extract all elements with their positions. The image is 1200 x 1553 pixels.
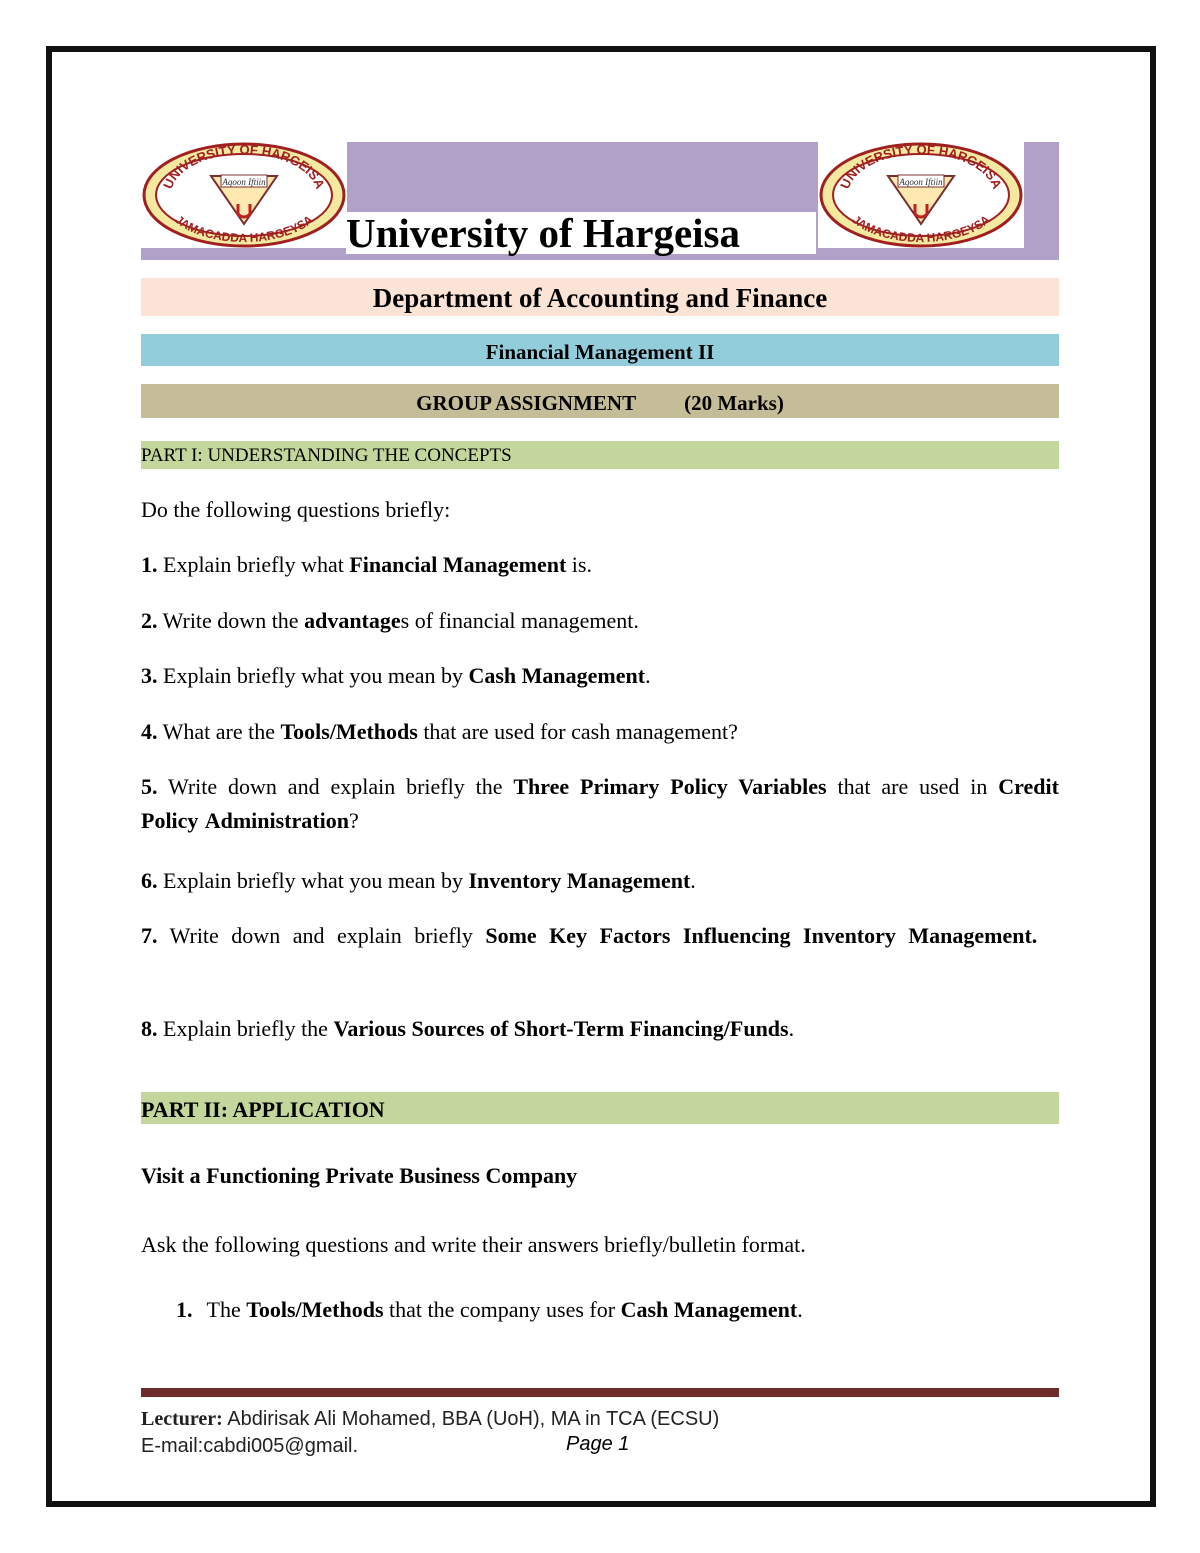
question-1: 1. Explain briefly what Financial Management is. (141, 552, 592, 577)
footer-email: E-mail:cabdi005@gmail. (141, 1435, 359, 1457)
part2-item-1: 1. The Tools/Methods that the company uses for Cash Management. (176, 1297, 803, 1322)
question-2: 2. Write down the advantages of financial management. (141, 608, 639, 633)
university-logo-left (141, 142, 347, 248)
question-8: 8. Explain briefly the Various Sources of Short-Term Financing/Funds. (141, 1016, 795, 1041)
svg-text:JAMACADDA HARGEYSA: JAMACADDA HARGEYSA (849, 212, 993, 246)
university-logo-right (818, 142, 1024, 248)
svg-text:UNIVERSITY OF HARGEISA: UNIVERSITY OF HARGEISA (160, 142, 328, 191)
page-number: Page 1 (566, 1433, 630, 1455)
course-title: Financial Management II (141, 334, 1059, 366)
question-3: 3. Explain briefly what you mean by Cash Management. (141, 663, 651, 688)
department-title: Department of Accounting and Finance (141, 278, 1059, 316)
question-6: 6. Explain briefly what you mean by Inventory Management. (141, 868, 696, 893)
part1-heading: PART I: UNDERSTANDING THE CONCEPTS (141, 441, 1059, 469)
part2-heading: PART II: APPLICATION (141, 1092, 1059, 1124)
part2-intro: Ask the following questions and write their answers briefly/bulletin format. (141, 1232, 806, 1257)
footer-rule (141, 1388, 1059, 1397)
svg-text:JAMACADDA HARGEYSA: JAMACADDA HARGEYSA (172, 212, 316, 246)
university-title: University of Hargeisa (346, 212, 816, 254)
svg-text:UNIVERSITY OF HARGEISA: UNIVERSITY OF HARGEISA (837, 142, 1005, 191)
part2-subheading: Visit a Functioning Private Business Company (141, 1163, 578, 1188)
assignment-title (141, 384, 1059, 418)
question-5: 5. Write down and explain briefly the Three Primary Policy Variables that are used in Credit Policy Administration? (141, 774, 1059, 833)
assignment-label: GROUP ASSIGNMENT (416, 391, 637, 415)
svg-text:Aqoon Iftiin: Aqoon Iftiin (222, 177, 266, 187)
question-7: 7. Write down and explain briefly Some Key Factors Influencing Inventory Management. (141, 923, 1038, 948)
footer-lecturer: Lecturer: Abdirisak Ali Mohamed, BBA (UoH), MA in TCA (ECSU) (141, 1408, 720, 1430)
svg-text:Aqoon Iftiin: Aqoon Iftiin (899, 177, 943, 187)
assignment-marks: (20 Marks) (684, 391, 784, 415)
part1-intro: Do the following questions briefly: (141, 497, 451, 522)
question-4: 4. What are the Tools/Methods that are used for cash management? (141, 719, 738, 744)
